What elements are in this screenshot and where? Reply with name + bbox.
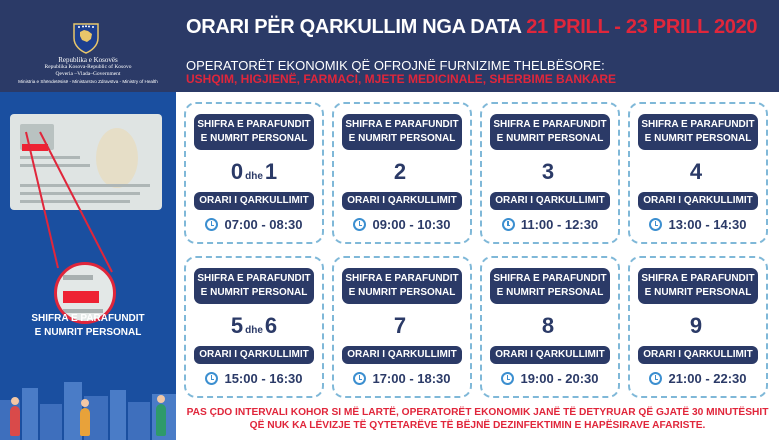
subtitle: OPERATORËT EKONOMIK QË OFROJNË FURNIZIME THELBËSORE: xyxy=(186,58,605,73)
side-label xyxy=(0,312,176,340)
circulation-hours-label: ORARI I QARKULLIMIT xyxy=(342,192,462,210)
digit-label: 7 xyxy=(393,313,407,338)
digit-label: 4 xyxy=(689,159,703,184)
schedule-card xyxy=(480,256,620,398)
footer-line2: QË NUK KA LËVIZJE TË QYTETARËVE TË BËJNË DEZINFEKTIMIN E HAPËSIRAVE AFARISTE. xyxy=(249,420,706,431)
schedule-grid xyxy=(180,98,775,402)
clock-icon xyxy=(205,372,218,385)
clock-icon xyxy=(501,372,514,385)
digit-label: 0 dhe1 xyxy=(230,159,278,184)
time-range: 19:00 - 20:30 xyxy=(482,371,618,386)
circulation-hours-label: ORARI I QARKULLIMIT xyxy=(194,346,314,364)
circulation-hours-label: ORARI I QARKULLIMIT xyxy=(490,192,610,210)
kosovo-emblem-icon xyxy=(72,22,100,54)
digit-label: 2 xyxy=(393,159,407,184)
footer-line1: PAS ÇDO INTERVALI KOHOR SI MË LARTË, OPERATORËT EKONOMIK JANË TË DETYRUAR QË GJATË 30 MINUTËSHIT xyxy=(186,407,769,418)
schedule-card xyxy=(184,102,324,244)
circulation-hours-label: ORARI I QARKULLIMIT xyxy=(342,346,462,364)
time-range: 13:00 - 14:30 xyxy=(630,217,766,232)
schedule-card xyxy=(628,256,768,398)
card-label: SHIFRA E PARAFUNDIT E NUMRIT PERSONAL xyxy=(638,114,758,150)
digit-label: 5 dhe6 xyxy=(230,313,278,338)
card-label: SHIFRA E PARAFUNDIT E NUMRIT PERSONAL xyxy=(194,114,314,150)
person-figure xyxy=(10,406,20,436)
schedule-card xyxy=(332,256,472,398)
clock-icon xyxy=(353,218,366,231)
person-figure xyxy=(80,408,90,436)
footer-note xyxy=(180,406,775,432)
zoom-highlight xyxy=(63,291,99,303)
digit-label: 9 xyxy=(689,313,703,338)
schedule-card xyxy=(628,102,768,244)
card-label: SHIFRA E PARAFUNDIT E NUMRIT PERSONAL xyxy=(490,114,610,150)
schedule-card xyxy=(332,102,472,244)
time-range: 21:00 - 22:30 xyxy=(630,371,766,386)
zoom-line xyxy=(63,275,93,280)
gov-name: Republika e Kosovës xyxy=(58,56,118,64)
header-banner xyxy=(0,0,779,92)
clock-icon xyxy=(502,218,515,231)
categories-list: USHQIM, HIGJIENË, FARMACI, MJETE MEDICINALE, SHERBIME BANKARE xyxy=(186,72,617,86)
side-label-line1: SHIFRA E PARAFUNDIT xyxy=(31,313,145,324)
card-label: SHIFRA E PARAFUNDIT E NUMRIT PERSONAL xyxy=(490,268,610,304)
time-range: 15:00 - 16:30 xyxy=(186,371,322,386)
title-dates: 21 PRILL - 23 PRILL 2020 xyxy=(526,16,758,38)
time-range: 11:00 - 12:30 xyxy=(482,217,618,232)
clock-icon xyxy=(649,218,662,231)
side-label-line2: E NUMRIT PERSONAL xyxy=(34,327,142,338)
clock-icon xyxy=(649,372,662,385)
person-figure xyxy=(156,404,166,436)
government-logo xyxy=(0,0,176,92)
circulation-hours-label: ORARI I QARKULLIMIT xyxy=(638,192,758,210)
page-title xyxy=(186,16,757,39)
clock-icon xyxy=(205,218,218,231)
time-range: 17:00 - 18:30 xyxy=(334,371,470,386)
card-label: SHIFRA E PARAFUNDIT E NUMRIT PERSONAL xyxy=(638,268,758,304)
time-range: 07:00 - 08:30 xyxy=(186,217,322,232)
side-panel xyxy=(0,92,176,440)
circulation-hours-label: ORARI I QARKULLIMIT xyxy=(638,346,758,364)
gov-ministry: Ministria e Shëndetësisë - Ministarstvo Zdravstva - Ministry of Health xyxy=(18,79,158,84)
card-label: SHIFRA E PARAFUNDIT E NUMRIT PERSONAL xyxy=(342,268,462,304)
card-label: SHIFRA E PARAFUNDIT E NUMRIT PERSONAL xyxy=(342,114,462,150)
gov-government: Qeveria –Vlada–Government xyxy=(55,71,121,77)
time-range: 09:00 - 10:30 xyxy=(334,217,470,232)
gov-name-multilingual: Republika Kosova-Republic of Kosovo xyxy=(44,64,132,70)
title-prefix: ORARI PËR QARKULLIM NGA DATA xyxy=(186,16,521,38)
schedule-card xyxy=(480,102,620,244)
digit-label: 3 xyxy=(541,159,555,184)
schedule-card xyxy=(184,256,324,398)
clock-icon xyxy=(353,372,366,385)
card-label: SHIFRA E PARAFUNDIT E NUMRIT PERSONAL xyxy=(194,268,314,304)
digit-label: 8 xyxy=(541,313,555,338)
circulation-hours-label: ORARI I QARKULLIMIT xyxy=(490,346,610,364)
circulation-hours-label: ORARI I QARKULLIMIT xyxy=(194,192,314,210)
